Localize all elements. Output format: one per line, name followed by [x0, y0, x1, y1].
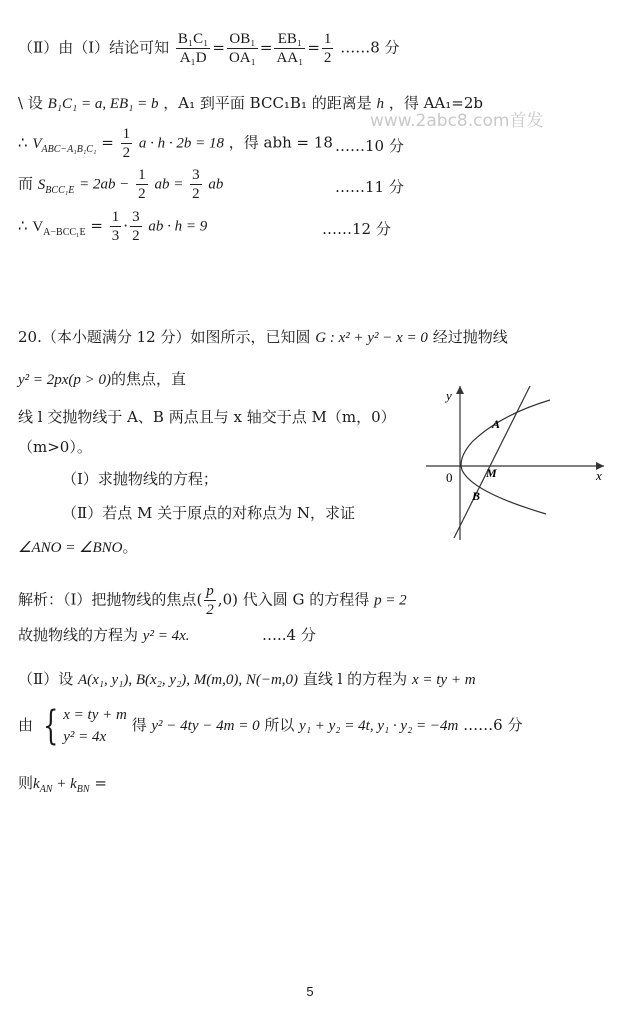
watermark: www.2abc8.com首发 [370, 111, 544, 131]
parabola-figure [420, 380, 610, 550]
point-b-label: B [472, 489, 481, 503]
volume2-line: ∴ $V_{A-BCC_1E}$ = $\frac{1}{3}$ · $\frac{3}{2}$ ab · h = 9 [18, 209, 208, 244]
problem20-line4: （m>0）。 [18, 438, 92, 456]
claim-line: ∠ANO = ∠BNO。 [18, 538, 138, 556]
solution-line5: 则$k_{AN} + k_{BN}$ = [18, 774, 107, 795]
y-label: y [446, 388, 452, 403]
vol2-fraction-1: $\frac{1}{3}$ [111, 209, 120, 244]
point-m-label: M [486, 466, 497, 480]
volume-line: ∴ $V_{ABC-A_1B_1C_1}$ = $\frac{1}{2}$ a · h · 2b = 18 ，得 abh = 18 [18, 126, 333, 161]
conclusion-line: （Ⅱ）由（Ⅰ）结论可知 $\frac{\text{B₁C₁}}{\text{A₁D}}$ = $\frac{\text{OB₁}}{\text{OA₁}}$ = $\frac{\text{EB₁}}{\text{AA₁}}$ = $\frac{1}{2}$ ……8 分 [18, 31, 400, 66]
question-1: （Ⅰ）求抛物线的方程； [62, 470, 218, 488]
problem20-line1: 20.（本小题满分 12 分）如图所示，已知圆 G : x² + y² − x = 0 经过抛物线 [18, 328, 508, 346]
set-line: \ 设 B₁C₁ = a, EB₁ = b ，A₁ 到平面 BCC₁B₁ 的距离是 h ，得 AA₁=2b [18, 94, 483, 112]
question-2: （Ⅱ）若点 M 关于原点的对称点为 N，求证 [62, 504, 355, 522]
fraction-1: $\frac{\text{B₁C₁}}{\text{A₁D}}$ [177, 31, 209, 66]
solution-line2: 故抛物线的方程为 y² = 4x. [18, 626, 190, 644]
score-4: …..4 分 [262, 626, 316, 644]
solution-line1: 解析：（Ⅰ）把抛物线的焦点( $\frac{p}{2}$ ,0) 代入圆 G 的方程得 p = 2 [18, 583, 407, 618]
score-10: ……10 分 [335, 137, 404, 155]
set-expr: B₁C₁ = a, EB₁ = b [47, 96, 159, 112]
page-number: 5 [306, 984, 314, 999]
focus-fraction: $\frac{p}{2}$ [206, 583, 214, 618]
area-fraction-1: $\frac{1}{2}$ [138, 167, 146, 202]
y-axis-arrow [456, 386, 464, 394]
x-label: x [596, 468, 602, 483]
system-brace: { [42, 703, 59, 749]
origin-label: 0 [446, 470, 453, 485]
fraction-4: $\frac{1}{2}$ [323, 31, 332, 66]
score-11: ……11 分 [335, 178, 404, 196]
vol2-fraction-2: $\frac{3}{2}$ [132, 209, 140, 244]
score-8: ……8 分 [340, 38, 400, 57]
area-line: 而 $S_{BCC_1E} = 2ab$ − $\frac{1}{2}$ ab = $\frac{3}{2}$ ab [18, 167, 224, 202]
equation-system: x = ty + m y² = 4x [63, 707, 127, 745]
line-l [454, 386, 530, 538]
solution-line3: （Ⅱ）设 A(x₁, y₁), B(x₂, y₂), M(m,0), N(−m,0) 直线 l 的方程为 x = ty + m [18, 670, 476, 688]
fraction-3: $\frac{\text{EB₁}}{\text{AA₁}}$ [276, 31, 304, 66]
fraction-2: $\frac{\text{OB₁}}{\text{OA₁}}$ [228, 31, 256, 66]
conclusion-prefix: （Ⅱ）由（Ⅰ）结论可知 [18, 38, 170, 57]
score-12: ……12 分 [322, 220, 391, 238]
solution-line4: 由 { x = ty + m y² = 4x 得 y² − 4ty − 4m = 0 所以 y₁ + y₂ = 4t, y₁ · y₂ = −4m ……6 分 [18, 703, 523, 749]
area-fraction-2: $\frac{3}{2}$ [192, 167, 200, 202]
problem20-line2: y² = 2px(p > 0)的焦点，直 [18, 370, 187, 388]
problem20-line3: 线 l 交抛物线于 A、B 两点且与 x 轴交于点 M（m，0） [18, 408, 396, 426]
volume-fraction: $\frac{1}{2}$ [122, 126, 131, 161]
point-a-label: A [492, 417, 501, 431]
